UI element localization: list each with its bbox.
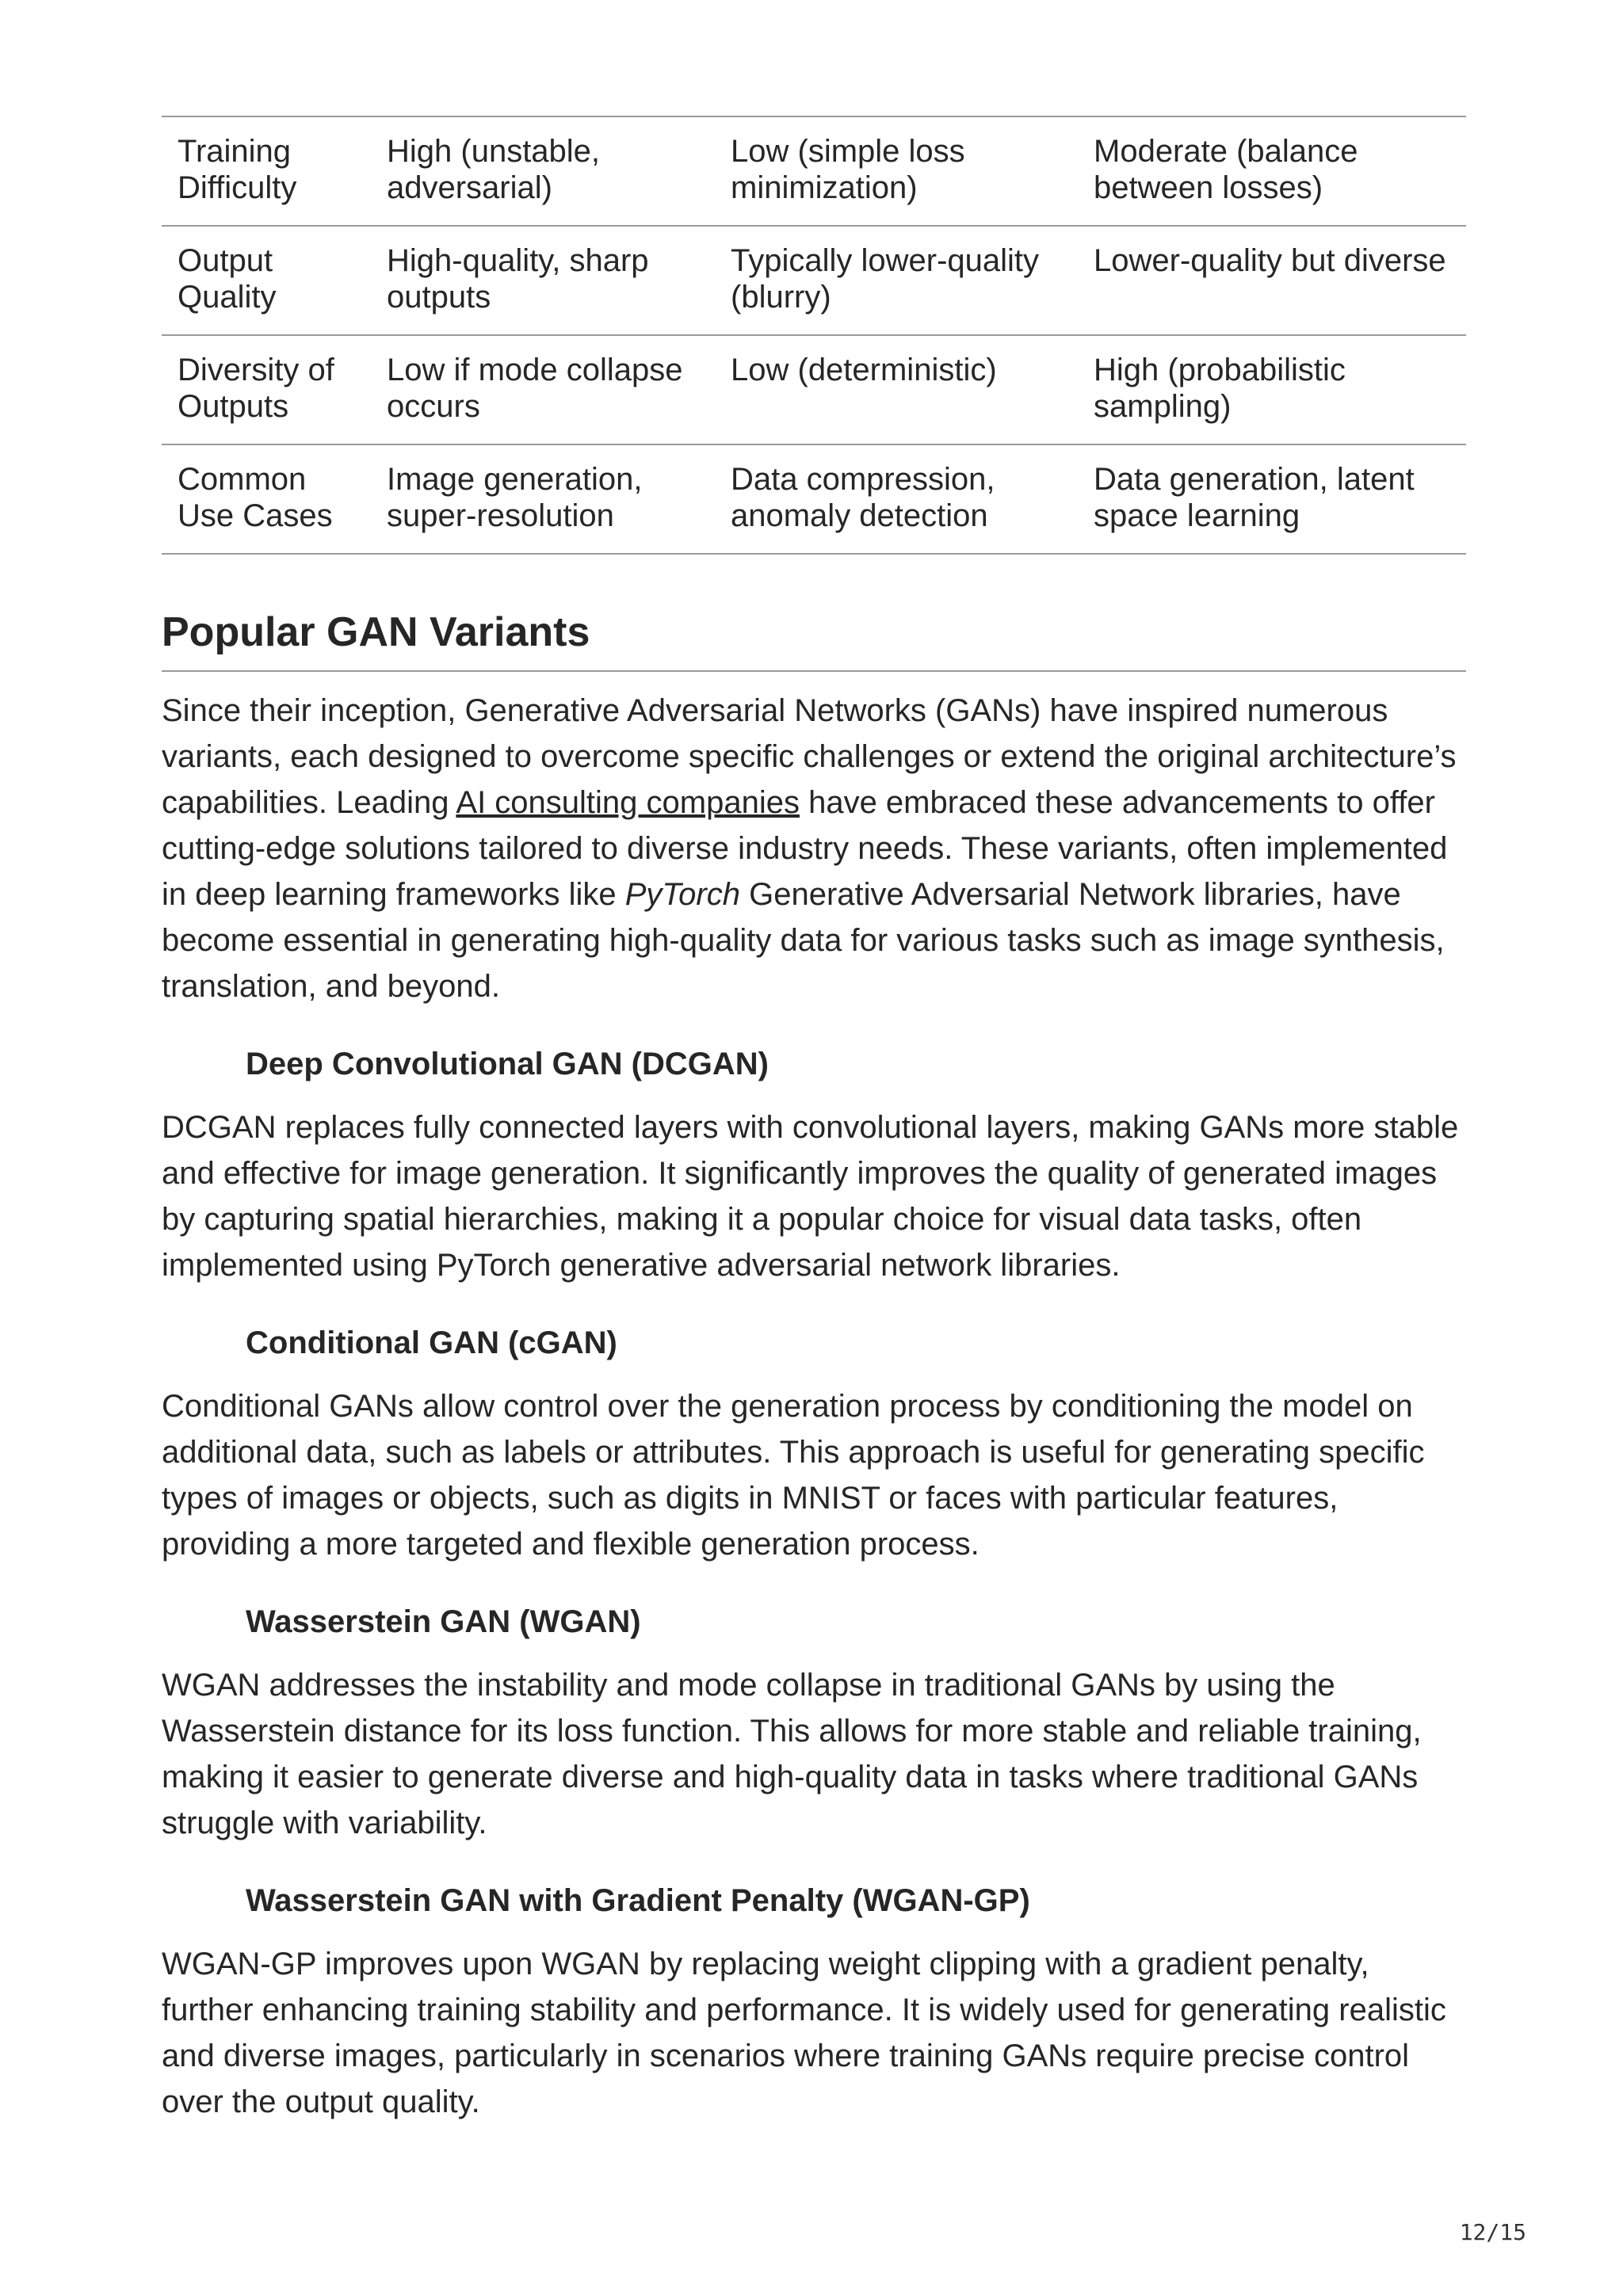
intro-text-1: Since their inception, Generative Adversarial Networks (GANs) have inspired numerous variants, each designed to overcome specific challenges or extend the original architecture’s capabilities. Leading — [162, 693, 1457, 820]
table-cell: Image generation, super-resolution — [371, 444, 715, 554]
variant-heading-cgan: Conditional GAN (cGAN) — [246, 1325, 617, 1360]
variant-heading-wgan-gp: Wasserstein GAN with Gradient Penalty (WGAN-GP) — [246, 1883, 1030, 1918]
table-cell: Data compression, anomaly detection — [715, 444, 1078, 554]
table-cell: Lower-quality but diverse — [1078, 226, 1466, 335]
ai-consulting-link[interactable]: AI consulting companies — [456, 785, 800, 820]
table-cell: Training Difficulty — [162, 116, 371, 226]
table-cell: High (unstable, adversarial) — [371, 116, 715, 226]
table-cell: Low (deterministic) — [715, 335, 1078, 444]
intro-paragraph — [162, 688, 1466, 1009]
table-cell: Typically lower-quality (blurry) — [715, 226, 1078, 335]
variant-paragraph-wgan: WGAN addresses the instability and mode collapse in traditional GANs by using the Wasserstein distance for its loss function. This allows for more stable and reliable training, making it easier to generate diverse and high-quality data in tasks where traditional GANs struggle with variability. — [162, 1668, 1422, 1840]
table-cell: High (probabilistic sampling) — [1078, 335, 1466, 444]
variant-heading-dcgan: Deep Convolutional GAN (DCGAN) — [246, 1047, 769, 1081]
variant-paragraph-dcgan: DCGAN replaces fully connected layers with convolutional layers, making GANs more stable and effective for image generation. It significantly improves the quality of generated images by capturing spatial hierarchies, making it a popular choice for visual data tasks, often implemented using PyTorch generative adversarial network libraries. — [162, 1110, 1459, 1283]
variant-paragraph-wgan-gp: WGAN-GP improves upon WGAN by replacing weight clipping with a gradient penalty, further enhancing training stability and performance. It is widely used for generating realistic and diverse images, particularly in scenarios where training GANs require precise control over the output quality. — [162, 1947, 1446, 2119]
table-cell: Low (simple loss minimization) — [715, 116, 1078, 226]
page-number: 12/15 — [1459, 2219, 1526, 2245]
table-cell: Common Use Cases — [162, 444, 371, 554]
table-cell: High-quality, sharp outputs — [371, 226, 715, 335]
document-page — [162, 116, 1466, 2125]
variant-heading-wgan: Wasserstein GAN (WGAN) — [246, 1604, 641, 1639]
table-cell: Moderate (balance between losses) — [1078, 116, 1466, 226]
intro-text-2: have embraced these advancements to offer cutting-edge solutions tailored to diverse industry needs. These variants, often implemented in deep learning frameworks like — [162, 785, 1448, 912]
table-cell: Diversity of Outputs — [162, 335, 371, 444]
table-cell: Output Quality — [162, 226, 371, 335]
table-row — [162, 116, 1466, 226]
variant-paragraph-cgan: Conditional GANs allow control over the generation process by conditioning the model on additional data, such as labels or attributes. This approach is useful for generating specific types of images or objects, such as digits in MNIST or faces with particular features, providing a more targeted and flexible generation process. — [162, 1389, 1425, 1562]
table-row — [162, 226, 1466, 335]
section-title: Popular GAN Variants — [162, 608, 1466, 672]
table-cell: Data generation, latent space learning — [1078, 444, 1466, 554]
table-row — [162, 444, 1466, 554]
intro-text-3: Generative Adversarial Network libraries, have become essential in generating high-quality data for various tasks such as image synthesis, translation, and beyond. — [162, 877, 1445, 1004]
intro-italic-pytorch: PyTorch — [624, 877, 740, 912]
table-row — [162, 335, 1466, 444]
comparison-table — [162, 116, 1466, 555]
table-cell: Low if mode collapse occurs — [371, 335, 715, 444]
